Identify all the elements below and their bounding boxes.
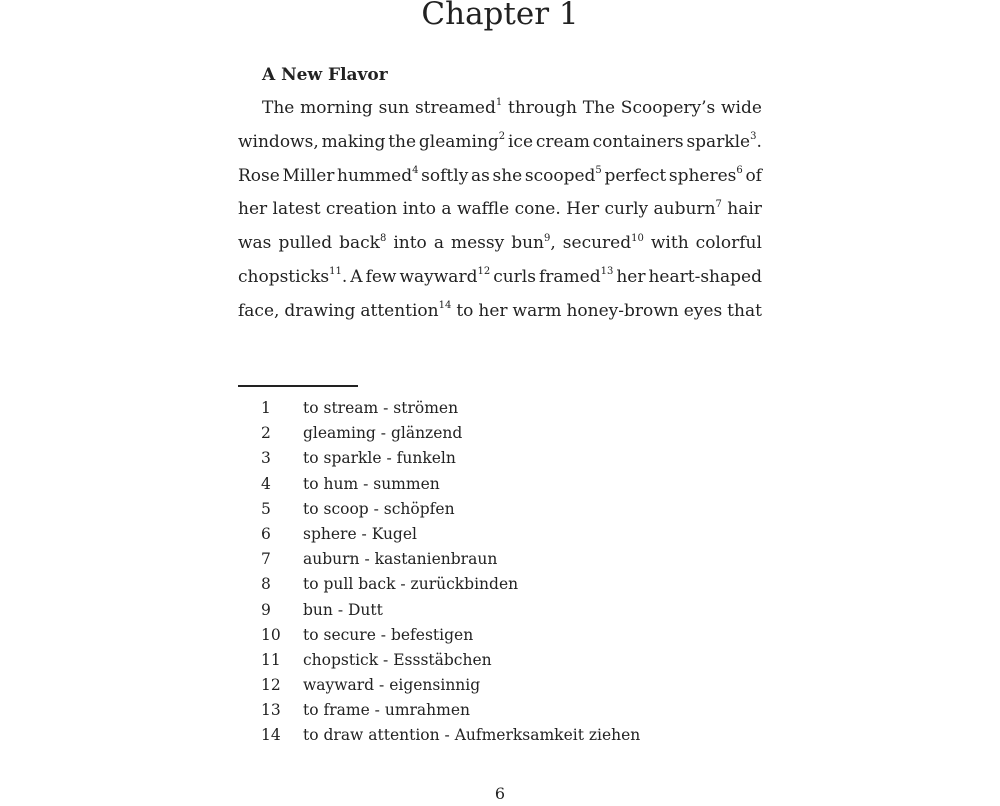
- footnote-number: 5: [261, 499, 271, 518]
- body-word: a: [433, 233, 444, 254]
- body-word: Scoopery’s: [620, 98, 716, 118]
- footnote-number: 6: [261, 524, 271, 543]
- body-word: into: [393, 233, 427, 254]
- body-word: that: [727, 300, 762, 321]
- body-word: the: [388, 131, 417, 152]
- footnote-ref[interactable]: 12: [477, 266, 491, 278]
- footnote-item: [238, 547, 758, 572]
- footnote-number: 13: [261, 701, 281, 720]
- body-word: windows,: [238, 131, 319, 152]
- body-word: she: [492, 165, 523, 186]
- footnote-item: [238, 673, 758, 698]
- footnote-item: [238, 598, 758, 623]
- footnote-ref[interactable]: 3: [750, 131, 757, 143]
- footnote-number: 4: [261, 474, 271, 493]
- body-word: hair: [727, 199, 762, 220]
- body-word: morning: [300, 98, 373, 118]
- footnote-ref[interactable]: 14: [438, 300, 452, 312]
- footnote-text: to scoop - schöpfen: [303, 499, 455, 518]
- body-word: into: [402, 199, 437, 220]
- body-word: waffle: [456, 199, 510, 220]
- body-word: wide: [721, 98, 762, 118]
- body-word: honey-brown: [566, 300, 679, 321]
- footnote-item: [238, 572, 758, 597]
- body-word: bun$^9$,: [511, 232, 556, 254]
- footnote-divider: [238, 385, 358, 387]
- footnote-text: bun - Dutt: [303, 600, 383, 619]
- footnote-text: auburn - kastanienbraun: [303, 550, 498, 569]
- body-word: a: [441, 199, 452, 220]
- body-word: sparkle$^3$.: [686, 131, 762, 152]
- page-number: 6: [494, 784, 506, 803]
- body-word: of: [745, 165, 762, 186]
- body-line: [238, 227, 762, 261]
- footnote-text: wayward - eigensinnig: [303, 676, 481, 695]
- body-word: her: [616, 266, 646, 287]
- body-word: scooped$^5$: [524, 164, 602, 186]
- chapter-title: Chapter 1: [421, 0, 579, 32]
- footnote-text: gleaming - glänzend: [303, 424, 463, 443]
- body-word: spheres$^6$: [668, 164, 743, 186]
- body-word: curly: [604, 199, 649, 220]
- footnote-item: [238, 497, 758, 522]
- body-word: heart-shaped: [648, 266, 762, 287]
- body-word: few: [365, 266, 397, 287]
- body-line: [238, 295, 762, 329]
- body-word: sun: [378, 98, 410, 118]
- body-word: creation: [325, 199, 398, 220]
- body-word: Rose: [238, 165, 280, 186]
- body-word: her: [478, 300, 508, 321]
- body-word: softly: [421, 165, 469, 186]
- body-line: [238, 160, 762, 194]
- footnote-text: to hum - summen: [303, 474, 440, 493]
- body-word: pulled: [278, 233, 333, 254]
- body-word: was: [238, 233, 272, 254]
- footnote-ref[interactable]: 1: [495, 97, 503, 109]
- footnote-ref[interactable]: 4: [412, 164, 419, 176]
- footnote-text: sphere - Kugel: [303, 524, 417, 543]
- footnote-ref[interactable]: 10: [631, 232, 644, 244]
- body-word: attention$^{14}$: [360, 300, 452, 321]
- footnote-number: 3: [261, 449, 271, 468]
- footnote-list: [238, 396, 758, 749]
- body-word: through: [508, 98, 577, 118]
- footnote-item: [238, 723, 758, 748]
- footnote-number: 2: [261, 424, 271, 443]
- body-word: warm: [512, 300, 562, 321]
- footnote-ref[interactable]: 13: [600, 266, 614, 278]
- body-word: curls: [493, 266, 536, 287]
- body-word: perfect: [604, 165, 667, 186]
- footnote-text: to draw attention - Aufmerksamkeit ziehen: [303, 726, 641, 745]
- footnote-ref[interactable]: 8: [379, 232, 387, 244]
- body-word: Her: [566, 199, 600, 220]
- footnote-item: [238, 396, 758, 421]
- footnote-number: 9: [261, 600, 271, 619]
- body-word: gleaming$^2$: [418, 131, 506, 152]
- body-word: secured$^{10}$: [562, 232, 644, 254]
- footnote-number: 14: [261, 726, 281, 745]
- body-line: [238, 92, 762, 126]
- body-paragraph: [238, 92, 762, 329]
- body-word: chopsticks$^{11}$.: [238, 266, 348, 287]
- footnote-item: [238, 421, 758, 446]
- body-word: messy: [450, 233, 505, 254]
- body-word: face,: [238, 300, 280, 321]
- footnote-number: 8: [261, 575, 271, 594]
- body-word: Miller: [282, 165, 335, 186]
- footnote-text: to secure - befestigen: [303, 625, 474, 644]
- body-word: auburn$^7$: [653, 198, 722, 220]
- footnote-text: chopstick - Essstäbchen: [303, 650, 492, 669]
- body-word: as: [470, 165, 490, 186]
- section-title: A New Flavor: [262, 65, 388, 85]
- footnote-item: [238, 522, 758, 547]
- footnote-text: to pull back - zurückbinden: [303, 575, 519, 594]
- body-word: latest: [272, 199, 321, 220]
- footnote-number: 7: [261, 550, 271, 569]
- body-word: wayward$^{12}$: [399, 266, 491, 287]
- body-word: eyes: [683, 300, 723, 321]
- footnote-number: 11: [261, 650, 281, 669]
- body-word: A: [350, 266, 363, 287]
- body-word: ice: [508, 131, 534, 152]
- body-word: to: [456, 300, 474, 321]
- body-word: streamed$^1$: [414, 97, 503, 118]
- footnote-ref[interactable]: 5: [595, 164, 602, 176]
- footnote-item: [238, 698, 758, 723]
- body-word: cone.: [514, 199, 561, 220]
- body-word: The: [262, 98, 295, 118]
- body-word: cream: [535, 131, 590, 152]
- footnote-ref[interactable]: 7: [715, 198, 722, 210]
- body-line: [238, 126, 762, 160]
- body-word: back$^8$: [339, 232, 387, 254]
- footnote-item: [238, 446, 758, 471]
- body-word: drawing: [284, 300, 356, 321]
- body-word: hummed$^4$: [337, 164, 419, 186]
- body-word: framed$^{13}$: [538, 266, 614, 287]
- body-word: colorful: [695, 233, 762, 254]
- footnote-ref[interactable]: 6: [736, 164, 743, 176]
- footnote-number: 10: [261, 625, 281, 644]
- footnote-ref[interactable]: 2: [498, 131, 506, 143]
- footnote-item: [238, 472, 758, 497]
- body-line: [238, 193, 762, 227]
- footnote-text: to sparkle - funkeln: [303, 449, 456, 468]
- body-word: The: [582, 98, 616, 118]
- footnote-number: 1: [261, 399, 271, 417]
- footnote-text: to frame - umrahmen: [303, 701, 471, 720]
- footnote-text: to stream - strömen: [303, 399, 459, 417]
- footnote-item: [238, 648, 758, 673]
- footnote-item: [238, 623, 758, 648]
- body-line: [238, 261, 762, 295]
- body-word: containers: [592, 131, 684, 152]
- footnote-ref[interactable]: 9: [544, 232, 551, 244]
- footnote-number: 12: [261, 676, 281, 695]
- body-word: with: [650, 233, 689, 254]
- footnote-ref[interactable]: 11: [329, 266, 342, 278]
- body-word: her: [238, 199, 268, 220]
- body-word: making: [321, 131, 386, 152]
